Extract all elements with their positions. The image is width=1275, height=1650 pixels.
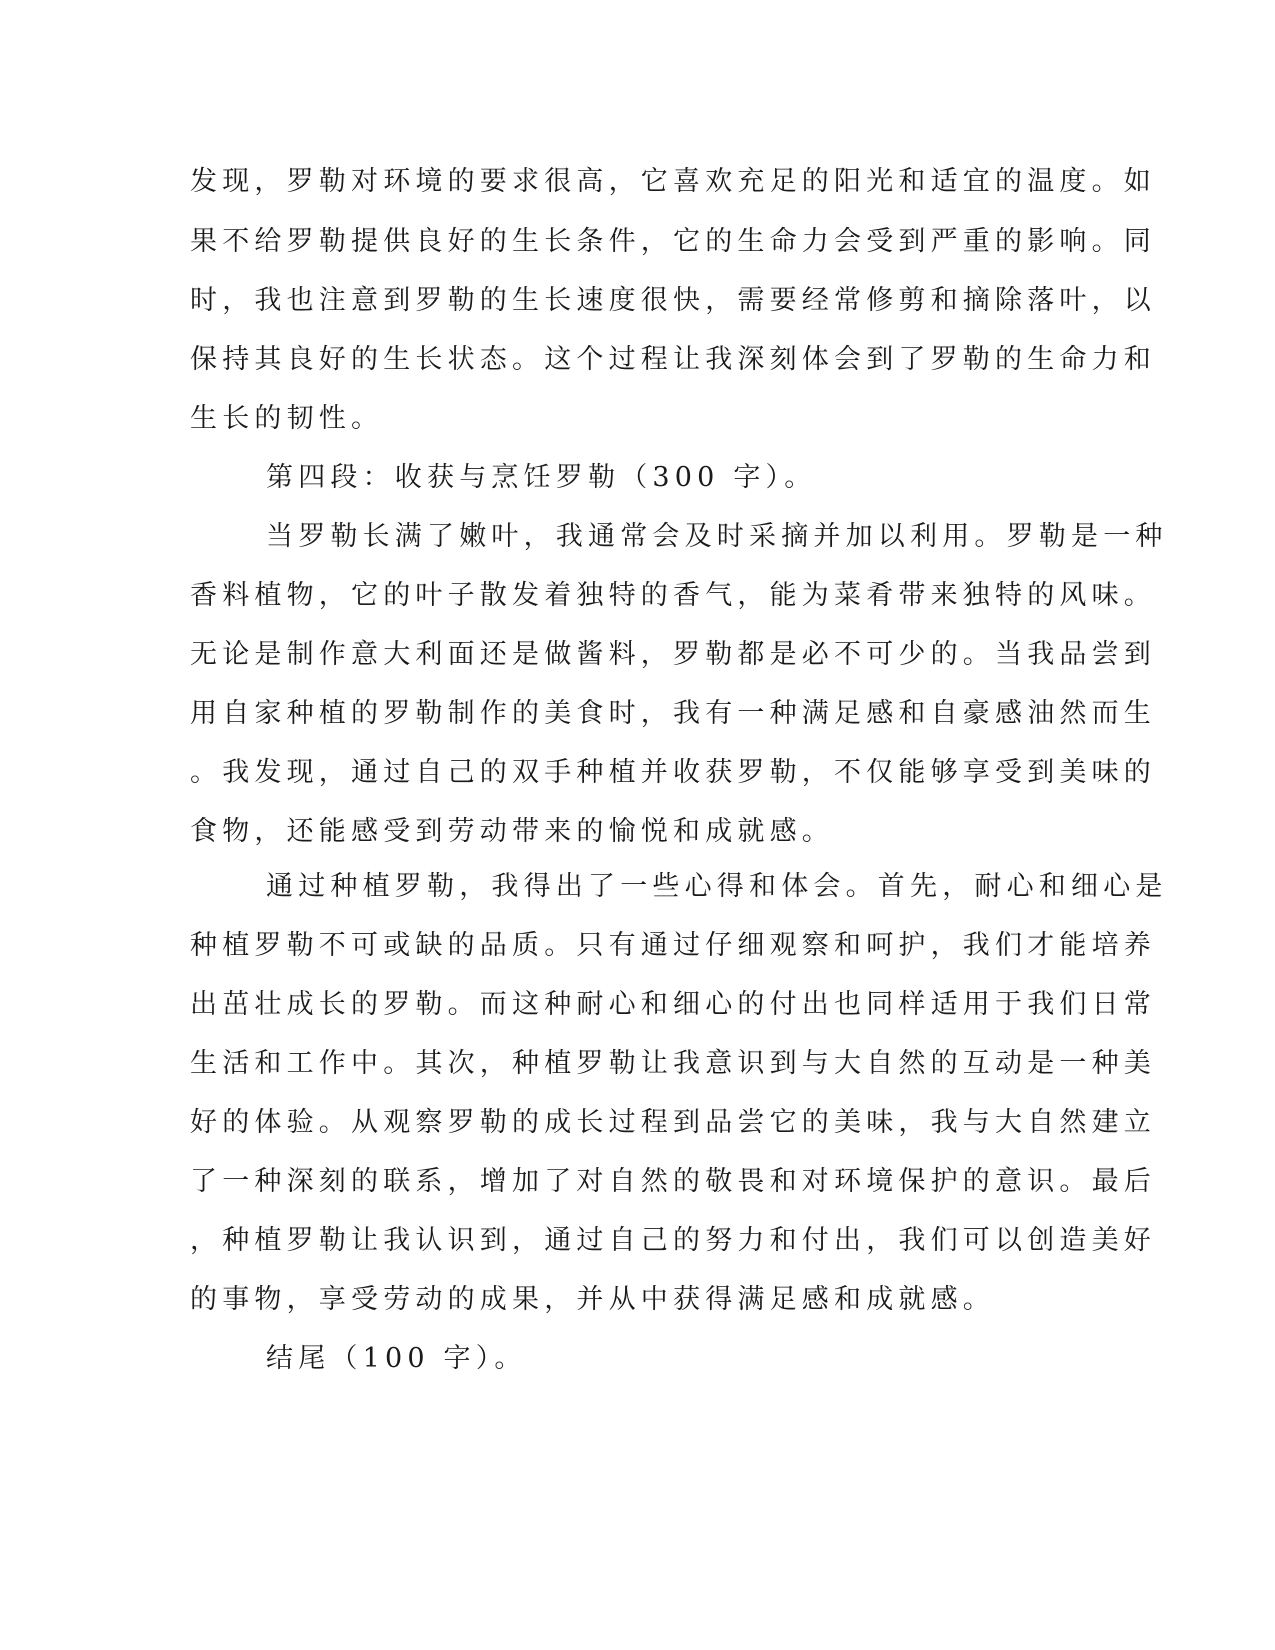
text-line: 香料植物，它的叶子散发着独特的香气，能为菜肴带来独特的风味。 bbox=[190, 580, 1156, 611]
text-line: 时，我也注意到罗勒的生长速度很快，需要经常修剪和摘除落叶，以 bbox=[190, 285, 1156, 316]
text-line: 。我发现，通过自己的双手种植并收获罗勒，不仅能够享受到美味的 bbox=[190, 757, 1156, 788]
section-heading: 结尾（100 字）。 bbox=[266, 1343, 527, 1374]
text-line: 通过种植罗勒，我得出了一些心得和体会。首先，耐心和细心是 bbox=[266, 871, 1168, 902]
text-line: 的事物，享受劳动的成果，并从中获得满足感和成就感。 bbox=[190, 1284, 995, 1315]
text-line: 用自家种植的罗勒制作的美食时，我有一种满足感和自豪感油然而生 bbox=[190, 698, 1156, 729]
text-line: 出茁壮成长的罗勒。而这种耐心和细心的付出也同样适用于我们日常 bbox=[190, 989, 1156, 1020]
text-line: 果不给罗勒提供良好的生长条件，它的生命力会受到严重的影响。同 bbox=[190, 226, 1156, 257]
text-line: ，种植罗勒让我认识到，通过自己的努力和付出，我们可以创造美好 bbox=[190, 1225, 1156, 1256]
text-line: 保持其良好的生长状态。这个过程让我深刻体会到了罗勒的生命力和 bbox=[190, 344, 1156, 375]
text-line: 当罗勒长满了嫩叶，我通常会及时采摘并加以利用。罗勒是一种 bbox=[266, 521, 1168, 552]
text-line: 生活和工作中。其次，种植罗勒让我意识到与大自然的互动是一种美 bbox=[190, 1048, 1156, 1079]
text-line: 发现，罗勒对环境的要求很高，它喜欢充足的阳光和适宜的温度。如 bbox=[190, 166, 1156, 197]
section-heading: 第四段：收获与烹饪罗勒（300 字）。 bbox=[266, 462, 817, 493]
text-line: 食物，还能感受到劳动带来的愉悦和成就感。 bbox=[190, 816, 834, 847]
text-line: 生长的韧性。 bbox=[190, 403, 384, 434]
text-line: 种植罗勒不可或缺的品质。只有通过仔细观察和呵护，我们才能培养 bbox=[190, 930, 1156, 961]
text-line: 好的体验。从观察罗勒的成长过程到品尝它的美味，我与大自然建立 bbox=[190, 1107, 1156, 1138]
text-line: 了一种深刻的联系，增加了对自然的敬畏和对环境保护的意识。最后 bbox=[190, 1166, 1156, 1197]
text-line: 无论是制作意大利面还是做酱料，罗勒都是必不可少的。当我品尝到 bbox=[190, 639, 1156, 670]
